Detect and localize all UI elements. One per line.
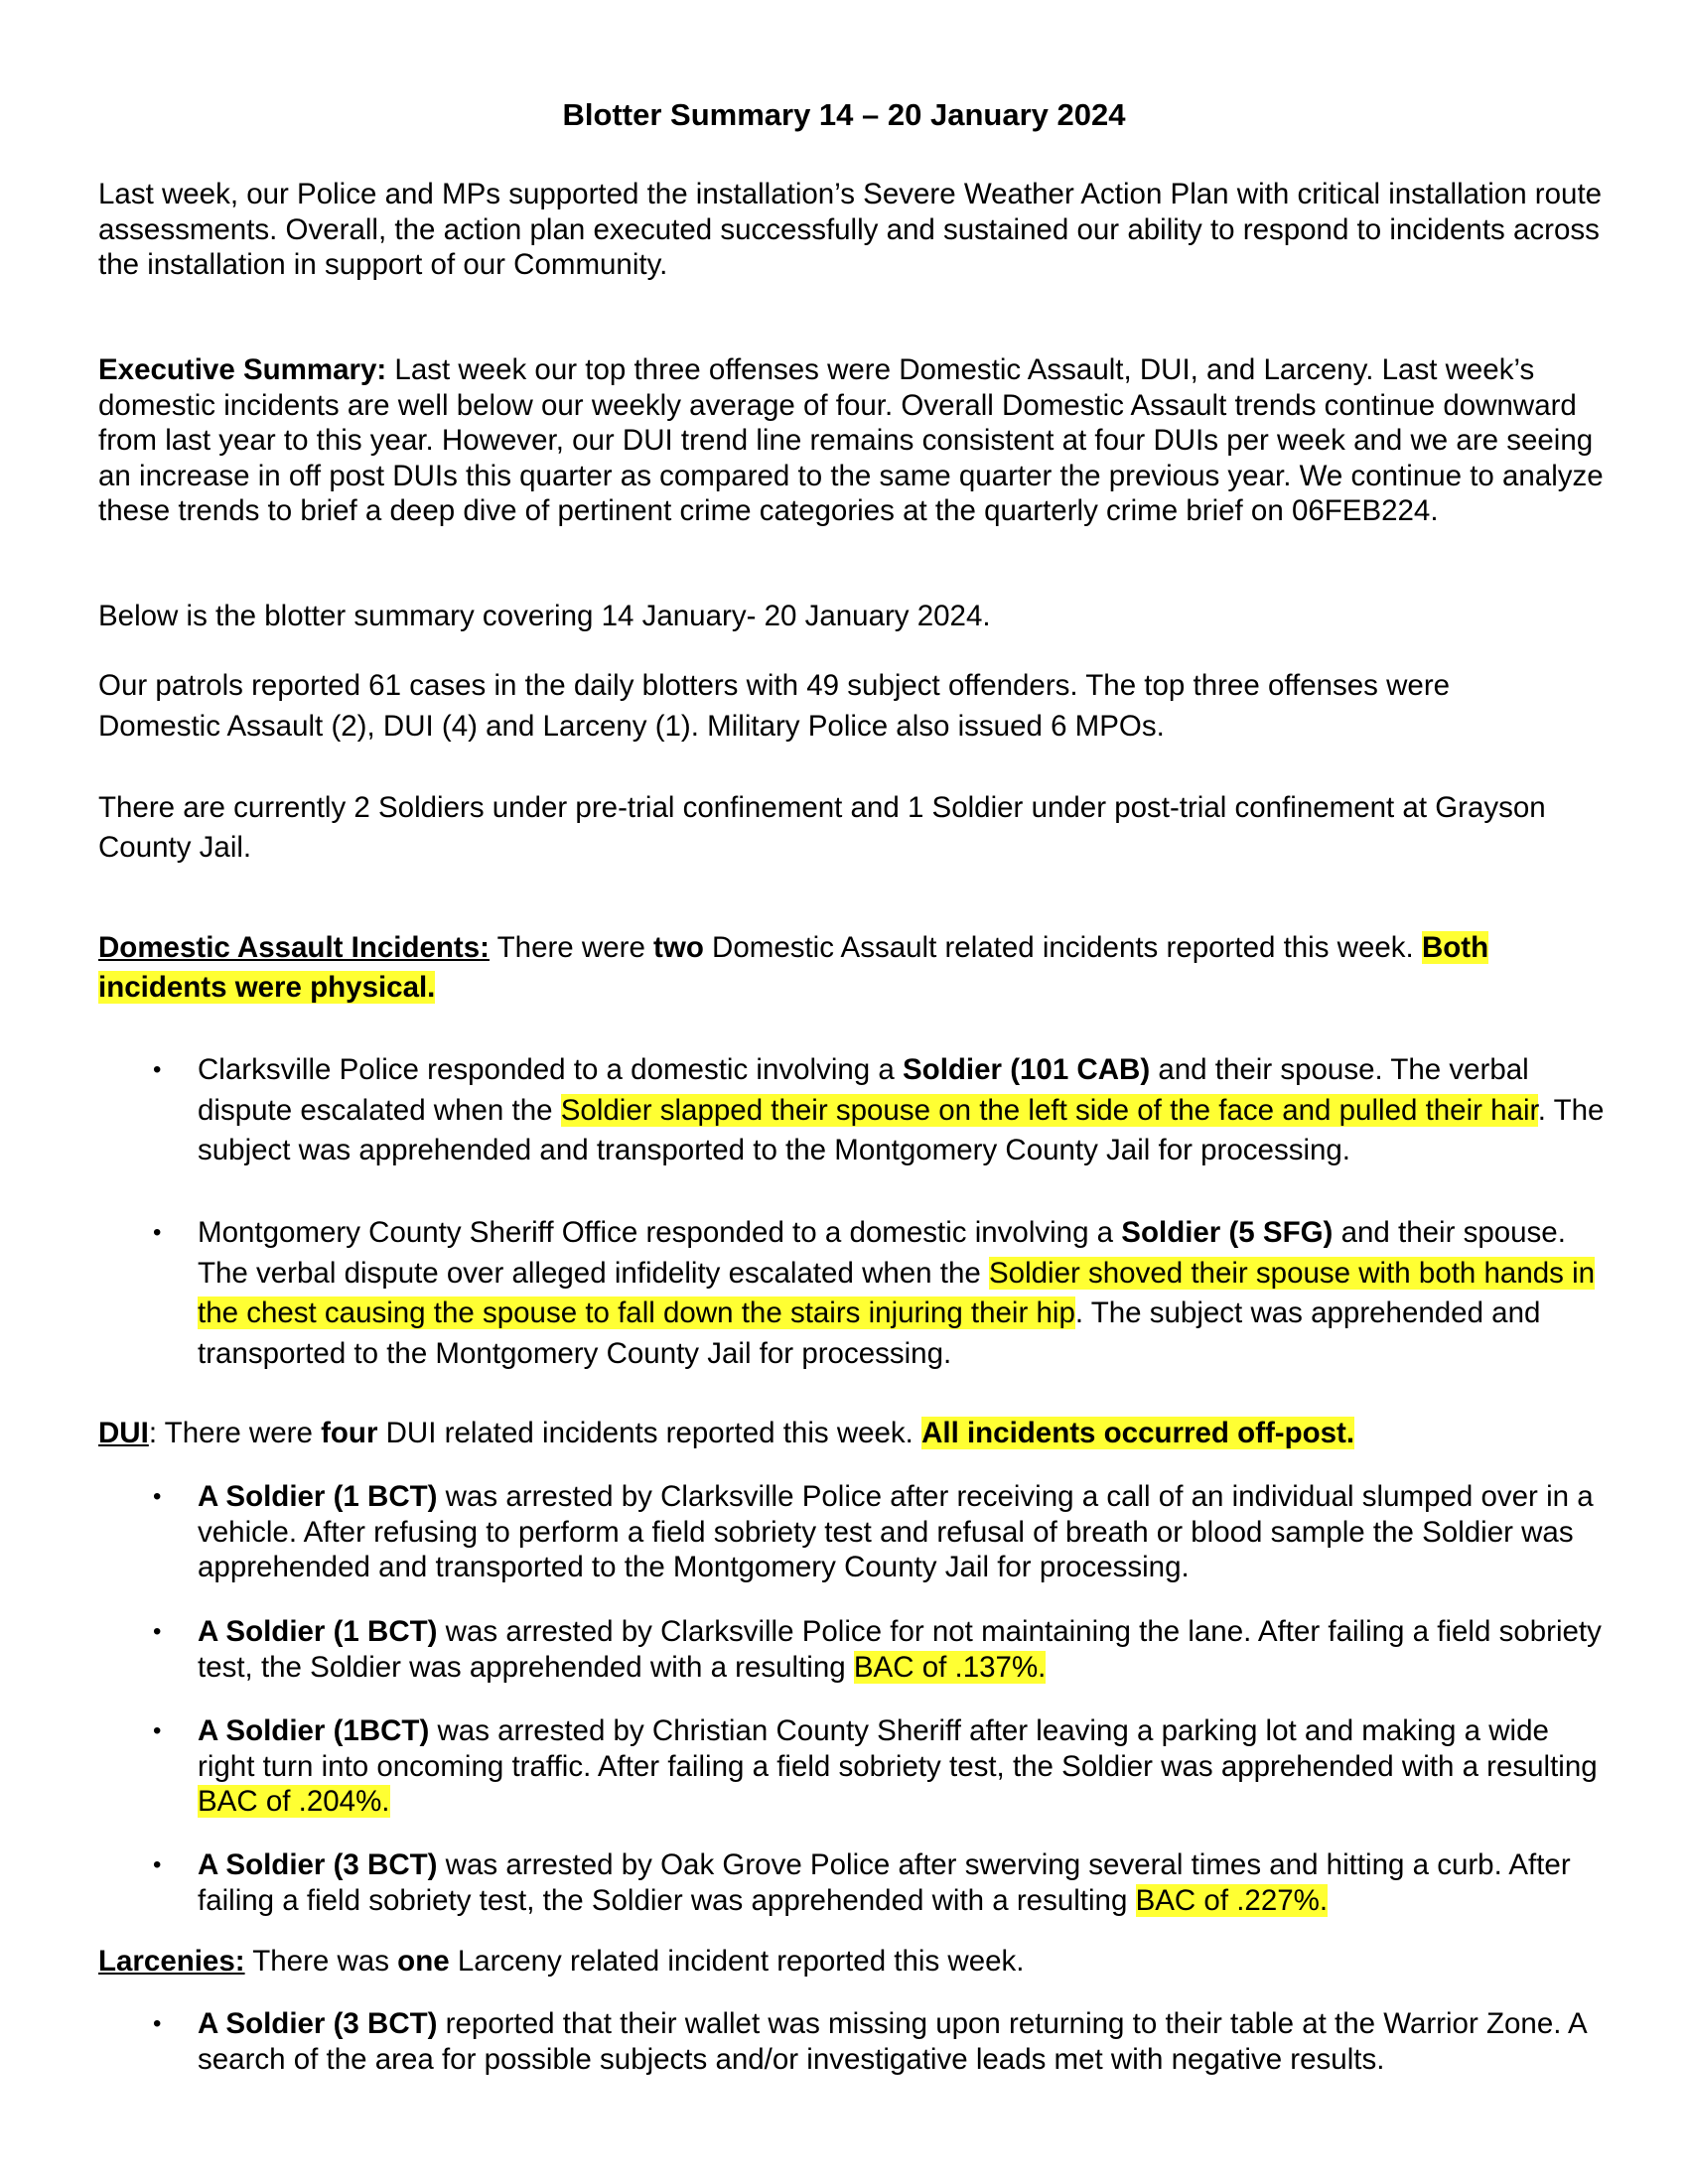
incident-text: and their spouse. The verbal dispute over alleged infidelity escalated when the xyxy=(198,1216,1566,1290)
incident-highlight: Soldier slapped their spouse on the left side of the face and pulled their hair xyxy=(560,1093,1538,1127)
coverage-paragraph: Below is the blotter summary covering 14 January- 20 January 2024. xyxy=(98,600,991,632)
incident-unit: A Soldier (3 BCT) xyxy=(198,2007,438,2040)
dui-incident-text xyxy=(198,1847,1608,1918)
dui-text: : There were xyxy=(148,1417,322,1449)
incident-unit: A Soldier (1BCT) xyxy=(198,1714,430,1747)
incident-text: reported that their wallet was missing upon returning to their table at the Warrior Zone. A search of the area for possible subjects and/or investigative leads met with negative results. xyxy=(198,2007,1587,2076)
incident-highlight: BAC of .227%. xyxy=(1135,1883,1329,1917)
dui-incident-text xyxy=(198,1479,1608,1585)
incident-text: . The subject was apprehended and transported to the Montgomery County Jail for processing. xyxy=(198,1093,1605,1166)
domestic-assault-count: two xyxy=(653,931,704,964)
dui-count: four xyxy=(321,1417,378,1449)
incident-text: was arrested by Oak Grove Police after swerving several times and hitting a curb. After failing a field sobriety test, the Soldier was apprehended with a resulting xyxy=(198,1848,1571,1917)
incident-unit: Soldier (101 CAB) xyxy=(903,1053,1151,1086)
bullet-icon: • xyxy=(153,2010,162,2037)
domestic-assault-heading: Domestic Assault Incidents: xyxy=(98,931,490,964)
dui-heading: DUI xyxy=(98,1417,149,1449)
patrols-paragraph-line-1: Our patrols reported 61 cases in the daily blotters with 49 subject offenders. The top three offenses were xyxy=(98,669,1451,702)
dui-incident-text xyxy=(198,1614,1608,1685)
larceny-text-2: Larceny related incident reported this week. xyxy=(449,1945,1025,1978)
incident-text: Montgomery County Sheriff Office responded to a domestic involving a xyxy=(198,1216,1122,1249)
incident-unit: A Soldier (3 BCT) xyxy=(198,1848,438,1881)
larceny-incident-text xyxy=(198,2006,1608,2077)
incident-unit: A Soldier (1 BCT) xyxy=(198,1615,438,1648)
incident-text: Clarksville Police responded to a domestic involving a xyxy=(198,1053,903,1086)
patrols-paragraph-line-2: Domestic Assault (2), DUI (4) and Larceny (1). Military Police also issued 6 MPOs. xyxy=(98,710,1165,743)
dui-highlight: All incidents occurred off-post. xyxy=(921,1417,1355,1449)
incident-highlight: BAC of .137%. xyxy=(853,1650,1047,1684)
incident-text: was arrested by Christian County Sheriff after leaving a parking lot and making a wide right turn into oncoming traffic. After failing a field sobriety test, the Soldier was apprehended with a resulting xyxy=(198,1714,1598,1783)
domestic-assault-text-2: Domestic Assault related incidents reported this week. xyxy=(703,931,1422,964)
dui-incident-text xyxy=(198,1713,1608,1820)
larceny-heading: Larcenies: xyxy=(98,1945,245,1978)
bullet-icon: • xyxy=(153,1851,162,1878)
incident-highlight: BAC of .204%. xyxy=(198,1785,390,1818)
bullet-icon: • xyxy=(153,1219,162,1246)
intro-paragraph: Last week, our Police and MPs supported the installation’s Severe Weather Action Plan with critical installation route assessments. Overall, the action plan executed successfully and sustained our ability to respond to incidents across the installation in support of our Community. xyxy=(98,178,1603,281)
incident-unit: Soldier (5 SFG) xyxy=(1121,1216,1334,1249)
dui-paragraph xyxy=(98,1416,1618,1451)
domestic-assault-highlight: Both incidents were physical. xyxy=(98,931,1489,1004)
executive-summary-label: Executive Summary: xyxy=(98,353,387,386)
domestic-assault-paragraph xyxy=(98,928,1618,1008)
larceny-count: one xyxy=(397,1945,450,1978)
dui-text-2: DUI related incidents reported this week. xyxy=(377,1417,922,1449)
domestic-incident-text xyxy=(198,1213,1608,1374)
domestic-assault-text: There were xyxy=(489,931,654,964)
bullet-icon: • xyxy=(153,1717,162,1744)
larceny-text: There was xyxy=(244,1945,398,1978)
incident-text: was arrested by Clarksville Police for not maintaining the lane. After failing a field sobriety test, the Soldier was apprehended with a resulting xyxy=(198,1615,1602,1684)
incident-unit: A Soldier (1 BCT) xyxy=(198,1480,438,1513)
executive-summary-text: Last week our top three offenses were Domestic Assault, DUI, and Larceny. Last week’s domestic incidents are well below our weekly average of four. Overall Domestic Assault trends continue downward from last year to this year. However, our DUI trend line remains consistent at four DUIs per week and we are seeing an increase in off post DUIs this quarter as compared to the same quarter the previous year. We continue to analyze these trends to brief a deep dive of pertinent crime categories at the quarterly crime brief on 06FEB224. xyxy=(98,353,1604,527)
incident-text: . The subject was apprehended and transported to the Montgomery County Jail for processing. xyxy=(198,1297,1541,1370)
incident-text: was arrested by Clarksville Police after receiving a call of an individual slumped over in a vehicle. After refusing to perform a field sobriety test and refusal of breath or blood sample the Soldier was apprehended and transported to the Montgomery County Jail for processing. xyxy=(198,1480,1594,1583)
incident-highlight: Soldier shoved their spouse with both hands in the chest causing the spouse to fall down the stairs injuring their hip xyxy=(198,1256,1596,1329)
domestic-incident-text xyxy=(198,1050,1608,1171)
larceny-paragraph xyxy=(98,1944,1618,1979)
bullet-icon: • xyxy=(153,1056,162,1083)
incident-text: and their spouse. The verbal dispute escalated when the xyxy=(198,1053,1529,1127)
bullet-icon: • xyxy=(153,1618,162,1645)
page-title: Blotter Summary 14 – 20 January 2024 xyxy=(562,97,1126,132)
bullet-icon: • xyxy=(153,1483,162,1510)
confinement-paragraph: There are currently 2 Soldiers under pre-trial confinement and 1 Soldier under post-trial confinement at Grayson County Jail. xyxy=(98,791,1546,864)
executive-summary-paragraph xyxy=(98,352,1618,529)
